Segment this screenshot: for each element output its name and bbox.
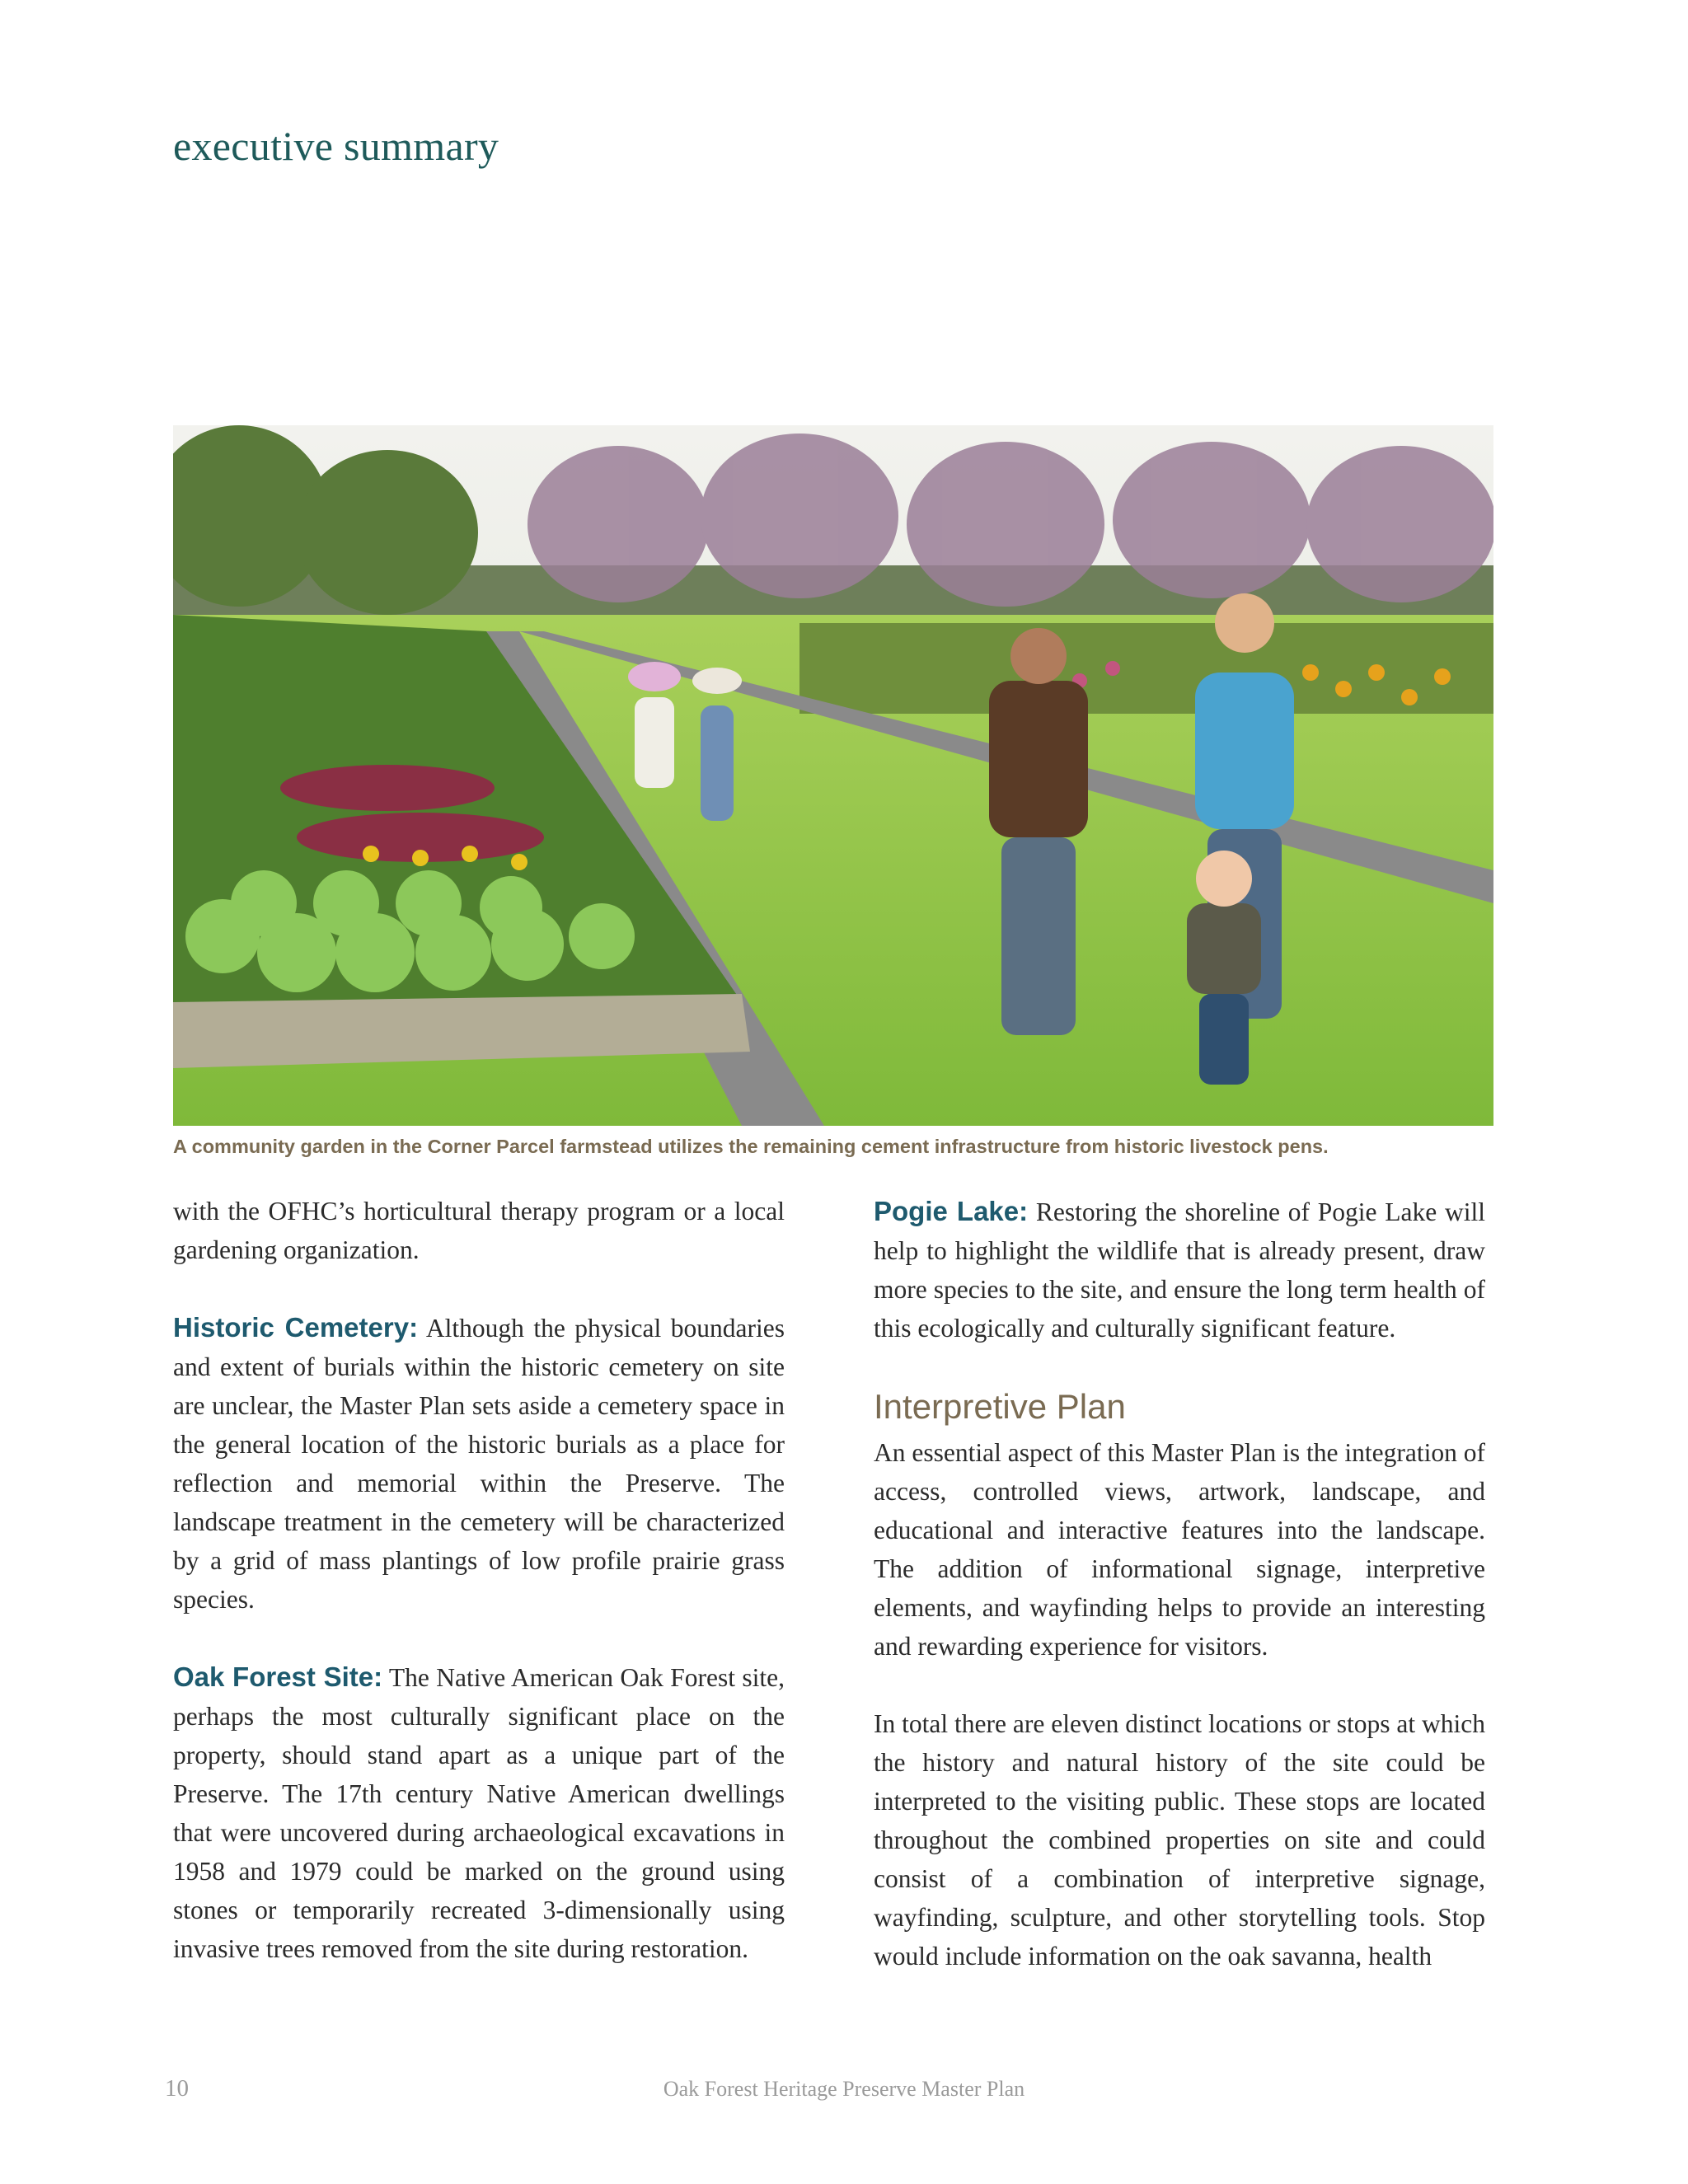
right-column xyxy=(874,1192,1485,1975)
text-historic-cemetery: Although the physical boundaries and extent of burials within the historic cemetery on site are unclear, the Master Plan sets aside a cemetery space in the general location of the historic burials as a place for reflection and memorial within the Preserve. The landscape treatment in the cemetery will be characterized by a grid of mass plantings of low profile prairie grass species. xyxy=(173,1314,785,1614)
lead-oak-forest-site: Oak Forest Site: xyxy=(173,1661,383,1692)
lead-historic-cemetery: Historic Cemetery: xyxy=(173,1312,419,1343)
text-oak-forest-site: The Native American Oak Forest site, perhaps the most culturally significant place on the property, should stand apart as a unique part of the Preserve. The 17th century Native American dwellings that were uncovered during archaeological excavations in 1958 and 1979 could be marked on the ground using stones or temporarily recreated 3-dimensionally using invasive trees removed from the site during restoration. xyxy=(173,1663,785,1963)
paragraph-oak-forest-site xyxy=(173,1657,785,1968)
figure-caption: A community garden in the Corner Parcel farmstead utilizes the remaining cement infrastructure from historic livestock pens. xyxy=(173,1136,1329,1157)
garden-illustration xyxy=(173,425,1493,1126)
heading-interpretive-plan: Interpretive Plan xyxy=(874,1387,1126,1426)
left-column xyxy=(173,1192,785,1968)
garden-photo xyxy=(173,425,1493,1126)
section-title: executive summary xyxy=(173,123,499,169)
paragraph-historic-cemetery xyxy=(173,1308,785,1619)
text-pogie-lake: Restoring the shoreline of Pogie Lake will help to highlight the wildlife that is already present, draw more species to the site, and ensure the long term health of this ecologically and culturally significant feature. xyxy=(874,1197,1485,1343)
paragraph-interpretive-stops: In total there are eleven distinct locations or stops at which the history and natural history of the site could be interpreted to the visiting public. These stops are located throughout the combined properties on site and could consist of a combination of interpretive signage, wayfinding, sculpture, and other storytelling tools. Stop would include information on the oak savanna, health xyxy=(874,1709,1485,1971)
paragraph-interpretive-integration: An essential aspect of this Master Plan is the integration of access, controlled views, artwork, landscape, and educational and interactive features into the landscape. The addition of informational signage, interpretive elements, and wayfinding helps to provide an interesting and rewarding experience for visitors. xyxy=(874,1438,1485,1661)
paragraph-pogie-lake xyxy=(874,1192,1485,1347)
paragraph-horticultural: with the OFHC’s horticultural therapy program or a local gardening organization. xyxy=(173,1197,785,1264)
footer-document-title: Oak Forest Heritage Preserve Master Plan xyxy=(663,2077,1025,2101)
page-number: 10 xyxy=(165,2075,189,2102)
lead-pogie-lake: Pogie Lake: xyxy=(874,1196,1029,1226)
